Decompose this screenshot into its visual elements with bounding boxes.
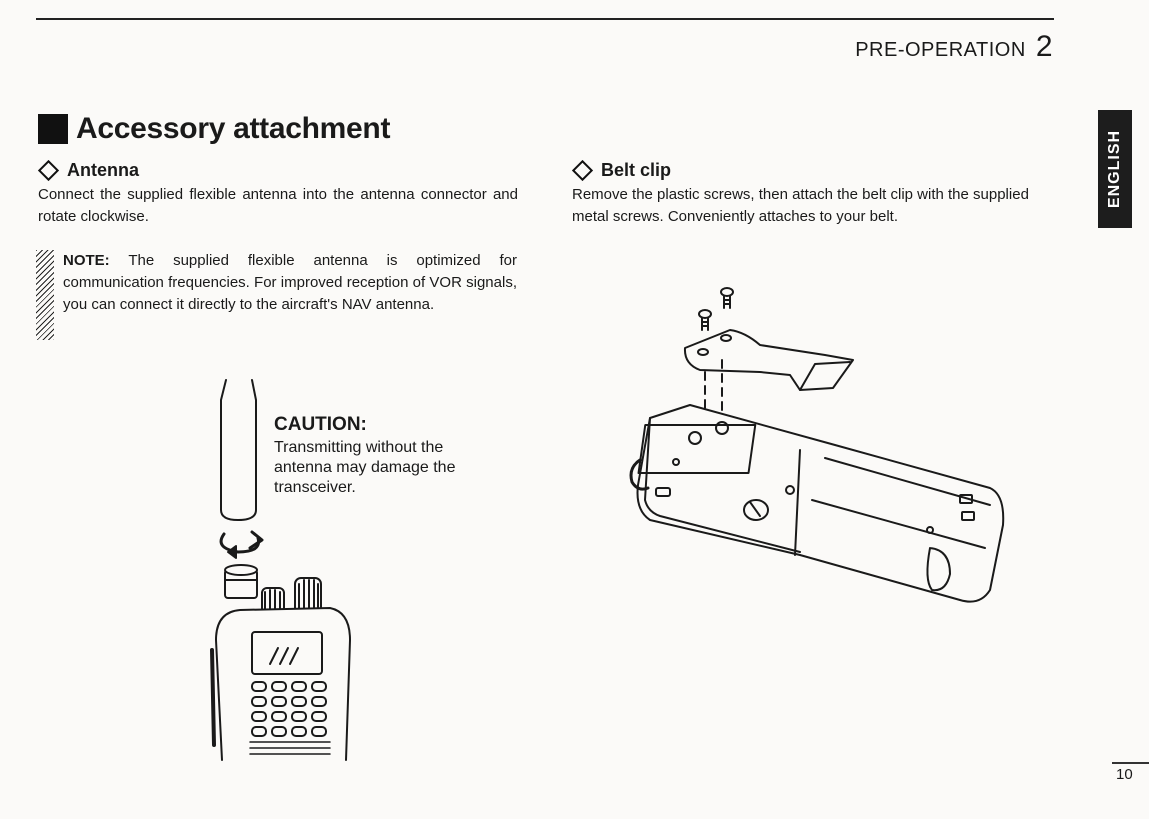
caution-title: CAUTION: (274, 414, 367, 435)
antenna-title: Antenna (67, 160, 139, 180)
page-number-rule (1112, 762, 1149, 764)
chapter-number: 2 (1035, 30, 1053, 63)
belt-clip-body: Remove the plastic screws, then attach the belt clip with the supplied metal screws. Conveniently attaches to your belt. (572, 186, 1029, 225)
page-number: 10 (1116, 766, 1133, 783)
belt-clip-title: Belt clip (601, 160, 672, 180)
section-title: Accessory attachment (76, 112, 391, 145)
caution-text: Transmitting without the antenna may damage the transceiver. (274, 439, 456, 496)
language-tab-label: ENGLISH (1106, 129, 1123, 209)
chapter-title: PRE-OPERATION (855, 39, 1026, 61)
antenna-body: Connect the supplied flexible antenna into the antenna connector and rotate clockwise. (38, 186, 518, 225)
note-text: The supplied flexible antenna is optimized for communication frequencies. For improved reception of VOR signals, you can connect it directly to the aircraft's NAV antenna. (63, 252, 517, 313)
note-label: NOTE: (63, 252, 110, 269)
